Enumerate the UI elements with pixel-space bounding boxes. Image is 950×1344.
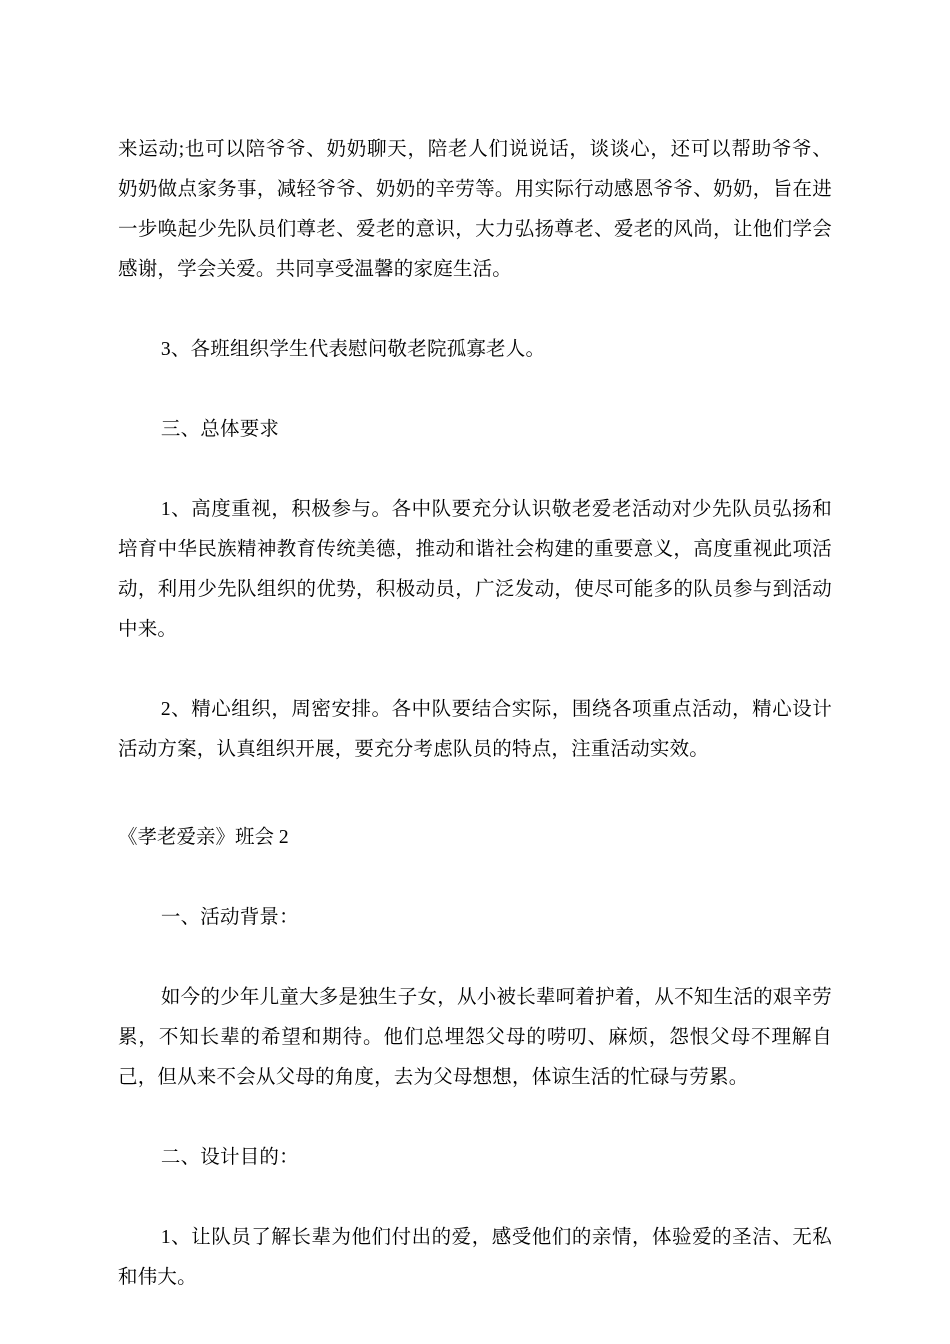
section-heading-activity-background: 一、活动背景： bbox=[160, 907, 299, 928]
list-item-purpose-1: 1、让队员了解长辈为他们付出的爱，感受他们的亲情，体验爱的圣洁、无私和伟大。 bbox=[118, 1227, 832, 1288]
document-body bbox=[118, 130, 832, 1298]
paragraph-spacer bbox=[118, 1124, 832, 1138]
list-item-requirement-2: 2、精心组织，周密安排。各中队要结合实际，围绕各项重点活动，精心设计活动方案，认真组织开展，要充分考虑队员的特点，注重活动实效。 bbox=[118, 699, 832, 760]
section-heading-design-purpose: 二、设计目的： bbox=[160, 1147, 299, 1168]
paragraph-spacer bbox=[118, 676, 832, 690]
section-heading-overall-requirements: 三、总体要求 bbox=[160, 419, 280, 440]
paragraph-spacer bbox=[118, 884, 832, 898]
paragraph-spacer bbox=[118, 476, 832, 490]
paragraph-spacer bbox=[118, 1204, 832, 1218]
paragraph-spacer bbox=[118, 964, 832, 978]
paragraph-spacer bbox=[118, 396, 832, 410]
list-item-requirement-1: 1、高度重视，积极参与。各中队要充分认识敬老爱老活动对少先队员弘扬和培育中华民族精神教育传统美德，推动和谐社会构建的重要意义，高度重视此项活动，利用少先队组织的优势，积极动员，广泛发动，使尽可能多的队员参与到活动中来。 bbox=[118, 499, 832, 640]
list-item-class-visit: 3、各班组织学生代表慰问敬老院孤寡老人。 bbox=[160, 339, 546, 360]
paragraph-continuation: 来运动;也可以陪爷爷、奶奶聊天，陪老人们说说话，谈谈心，还可以帮助爷爷、奶奶做点家务事，减轻爷爷、奶奶的辛劳等。用实际行动感恩爷爷、奶奶，旨在进一步唤起少先队员们尊老、爱老的意识，大力弘扬尊老、爱老的风尚，让他们学会感谢，学会关爱。共同享受温馨的家庭生活。 bbox=[118, 139, 832, 280]
paragraph-spacer bbox=[118, 796, 832, 818]
paragraph-activity-background-body: 如今的少年儿童大多是独生子女，从小被长辈呵着护着，从不知生活的艰辛劳累，不知长辈的希望和期待。他们总埋怨父母的唠叨、麻烦，怨恨父母不理解自己，但从来不会从父母的角度，去为父母想想，体谅生活的忙碌与劳累。 bbox=[118, 987, 832, 1088]
paragraph-spacer bbox=[118, 316, 832, 330]
document-subtitle: 《孝老爱亲》班会 2 bbox=[118, 827, 289, 848]
